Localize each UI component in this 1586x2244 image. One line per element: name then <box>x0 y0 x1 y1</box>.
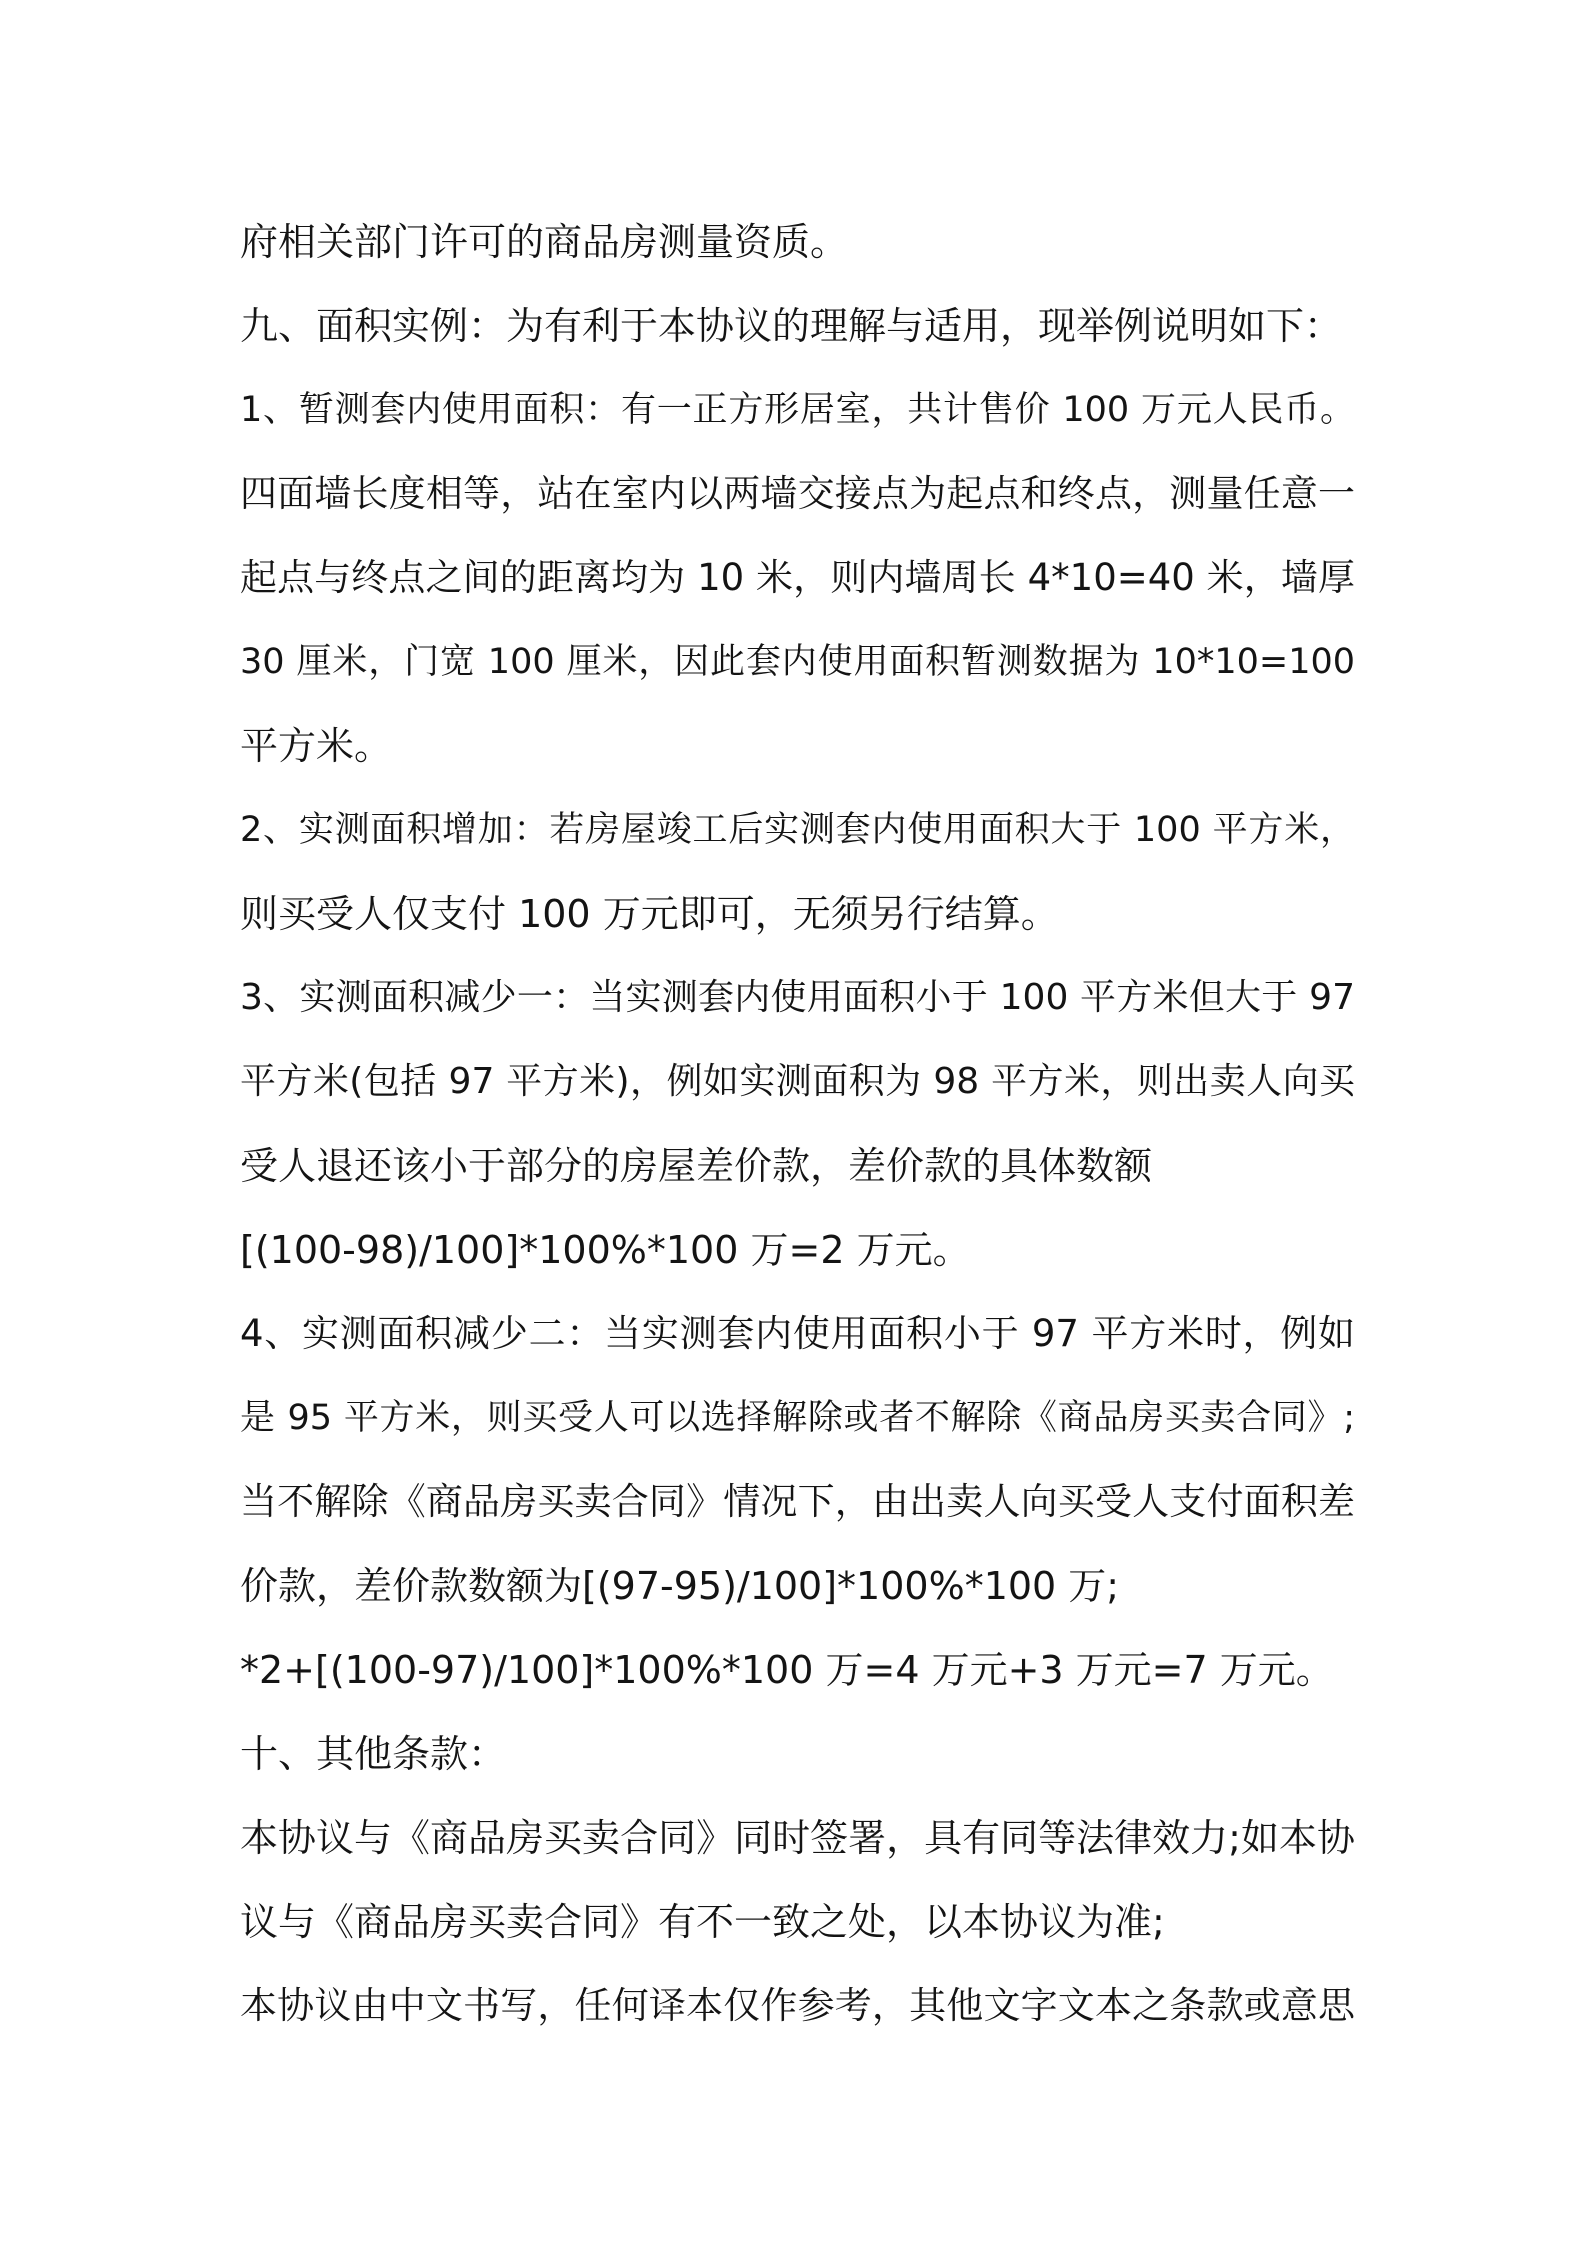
text-line: 30 厘米，门宽 100 厘米，因此套内使用面积暂测数据为 10*10=100 <box>240 642 1355 682</box>
text-line: 本协议与《商品房买卖合同》同时签署，具有同等法律效力;如本协 <box>240 1816 1355 1860</box>
text-line: 府相关部门许可的商品房测量资质。 <box>240 220 849 264</box>
text-line: 3、实测面积减少一：当实测套内使用面积小于 100 平方米但大于 97 <box>240 977 1355 1018</box>
text-line: 议与《商品房买卖合同》有不一致之处，以本协议为准; <box>240 1900 1165 1944</box>
formula-line: [(100-98)/100]*100%*100 万=2 万元。 <box>240 1228 971 1272</box>
text-line: 受人退还该小于部分的房屋差价款，差价款的具体数额 <box>240 1144 1153 1188</box>
text-line: 当不解除《商品房买卖合同》情况下，由出卖人向买受人支付面积差 <box>240 1480 1355 1523</box>
text-line: 起点与终点之间的距离均为 10 米，则内墙周长 4*10=40 米，墙厚 <box>240 556 1355 599</box>
formula-line: *2+[(100-97)/100]*100%*100 万=4 万元+3 万元=7 万元。 <box>240 1648 1334 1692</box>
text-line: 本协议由中文书写，任何译本仅作参考，其他文字文本之条款或意思 <box>240 1984 1355 2027</box>
text-line: 是 95 平方米，则买受人可以选择解除或者不解除《商品房买卖合同》; <box>240 1398 1355 1438</box>
text-line: 平方米(包括 97 平方米)，例如实测面积为 98 平方米，则出卖人向买 <box>240 1061 1355 1102</box>
document-body <box>240 200 1355 2048</box>
section-heading-nine: 九、面积实例：为有利于本协议的理解与适用，现举例说明如下： <box>240 304 1343 348</box>
formula-line: 价款，差价款数额为[(97-95)/100]*100%*100 万; <box>240 1564 1120 1608</box>
text-line: 2、实测面积增加：若房屋竣工后实测套内使用面积大于 100 平方米， <box>240 810 1355 850</box>
text-line: 4、实测面积减少二：当实测套内使用面积小于 97 平方米时，例如 <box>240 1312 1355 1355</box>
text-line: 1、暂测套内使用面积：有一正方形居室，共计售价 100 万元人民币。 <box>240 390 1355 430</box>
text-line: 平方米。 <box>240 724 393 768</box>
text-line: 四面墙长度相等，站在室内以两墙交接点为起点和终点，测量任意一 <box>240 472 1355 515</box>
text-line: 则买受人仅支付 100 万元即可，无须另行结算。 <box>240 892 1059 936</box>
section-heading-ten: 十、其他条款： <box>240 1732 507 1776</box>
